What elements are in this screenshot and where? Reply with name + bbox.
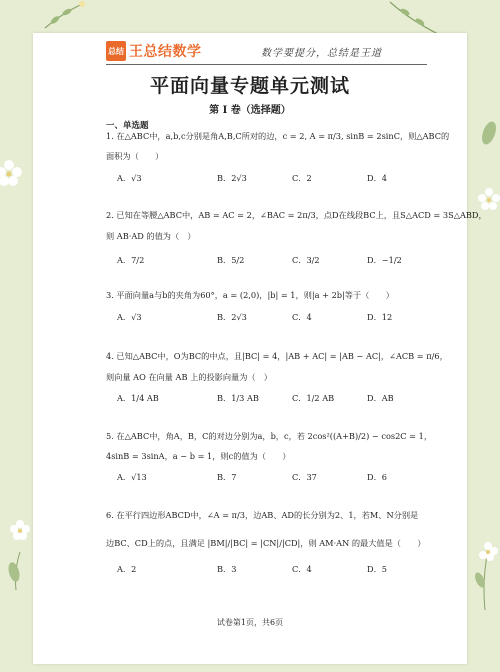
question-5-option-d[interactable]: D．6: [367, 472, 387, 482]
section-title: 一、单选题: [106, 121, 149, 131]
volume-title: 第 I 卷（选择题）: [209, 105, 291, 116]
question-6-option-b[interactable]: B．3: [217, 564, 237, 574]
question-4-option-b[interactable]: B．1/3 AB: [217, 393, 259, 403]
brand-header: [106, 41, 202, 61]
question-4-option-d[interactable]: D．AB: [367, 393, 394, 403]
question-2-line-1: 2. 已知在等腰△ABC中，AB = AC = 2，∠BAC = 2π/3，点D在线段BC上，且S△ACD = 3S△ABD，: [106, 210, 487, 220]
question-2-option-a[interactable]: A．7/2: [117, 255, 145, 265]
header-divider: [106, 64, 427, 65]
question-5-option-b[interactable]: B．7: [217, 472, 237, 482]
question-5-line-2: 4sinB = 3sinA，a − b = 1，则c的值为（ ）: [106, 451, 291, 461]
question-5-option-c[interactable]: C．37: [292, 472, 317, 482]
brand-name: 王总结数学: [129, 44, 202, 60]
question-5-option-a[interactable]: A．√13: [117, 472, 147, 482]
question-2-option-d[interactable]: D．−1/2: [367, 255, 402, 265]
question-3-option-c[interactable]: C．4: [292, 312, 312, 322]
question-3-option-b[interactable]: B．2√3: [217, 312, 247, 322]
question-3-option-d[interactable]: D．12: [367, 312, 393, 322]
page-footer: 试卷第1页，共6页: [216, 618, 284, 627]
page-title: 平面向量专题单元测试: [149, 75, 350, 97]
exam-sheet: [33, 33, 487, 664]
question-1-option-b[interactable]: B．2√3: [217, 173, 247, 183]
leaf-right-icon: [478, 118, 500, 148]
question-4-line-2: 则向量 AO 在向量 AB 上的投影向量为（ ）: [106, 372, 272, 382]
leaf-sprig-top-left-icon: [40, 0, 90, 30]
question-4-line-1: 4. 已知△ABC中，O为BC的中点，且|BC| = 4，|AB + AC| = |AB − AC|，∠ACB = π/6，: [106, 351, 448, 361]
question-4-option-a[interactable]: A．1/4 AB: [117, 393, 159, 403]
question-2-option-c[interactable]: C．3/2: [292, 255, 320, 265]
white-flower-right-icon: [478, 188, 500, 210]
question-1-line-2: 面积为（ ）: [106, 151, 164, 161]
question-5-options: [117, 472, 457, 488]
question-2-option-b[interactable]: B．5/2: [217, 255, 245, 265]
question-2-options: [117, 255, 457, 271]
question-6-line-2: 边BC、CD上的点，且满足 |BM|/|BC| = |CN|/|CD|，则 AM·AN 的最大值是（ ）: [106, 538, 426, 548]
question-6-options: [117, 564, 457, 580]
flower-bottom-right-icon: [470, 540, 500, 610]
question-1-option-c[interactable]: C．2: [292, 173, 312, 183]
question-3-option-a[interactable]: A．√3: [117, 312, 142, 322]
question-6-option-d[interactable]: D．5: [367, 564, 387, 574]
question-6-option-c[interactable]: C．4: [292, 564, 312, 574]
question-5-line-1: 5. 在△ABC中，角A，B，C的对边分别为a，b，c，若 2cos²((A+B)/2) − cos2C = 1，: [106, 431, 433, 441]
question-2-line-2: 则 AB·AD 的值为（ ）: [106, 231, 196, 241]
question-3-line-1: 3. 平面向量a与b的夹角为60°，a = (2,0)，|b| = 1，则|a + 2b|等于（ ）: [106, 290, 394, 300]
leaf-bottom-left-icon: [2, 550, 30, 590]
question-4-option-c[interactable]: C．1/2 AB: [292, 393, 335, 403]
brand-logo: 总结: [106, 41, 126, 61]
question-6-option-a[interactable]: A．2: [117, 564, 137, 574]
white-flower-bottom-left-icon: [10, 520, 30, 540]
white-flower-left-icon: [0, 160, 22, 186]
question-1-options: [117, 173, 457, 189]
question-1-option-d[interactable]: D．4: [367, 173, 387, 183]
question-6-line-1: 6. 在平行四边形ABCD中，∠A = π/3，边AB、AD的长分别为2、1，若M、N分别是: [106, 510, 419, 520]
question-4-options: [117, 393, 457, 409]
question-1-line-1: 1. 在△ABC中，a,b,c分别是角A,B,C所对的边，c = 2, A = π/3, sinB = 2sinC，则△ABC的: [106, 131, 450, 141]
question-1-option-a[interactable]: A．√3: [117, 173, 142, 183]
slogan: 数学要提分，总结是王道: [261, 48, 382, 59]
question-3-options: [117, 312, 457, 328]
